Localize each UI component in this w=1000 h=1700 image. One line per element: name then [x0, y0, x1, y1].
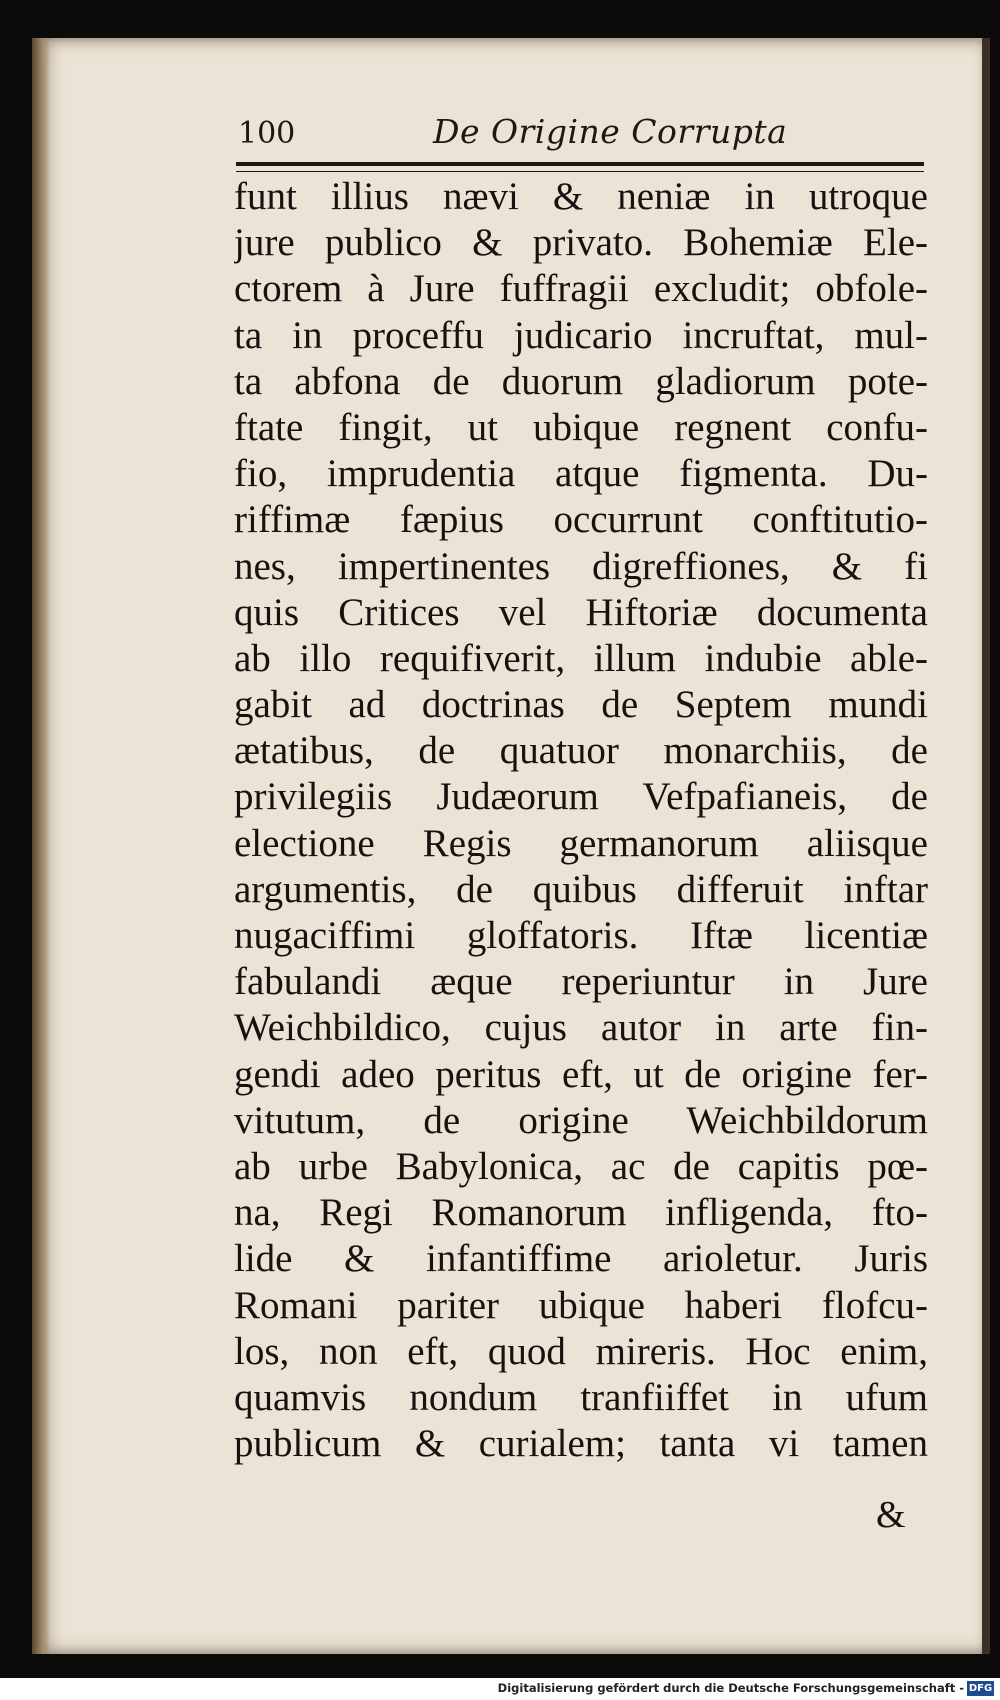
text-line: electione Regis germanorum aliisque [234, 821, 928, 865]
body-text [234, 174, 928, 1467]
text-line: Weichbildico, cujus autor in arte fin- [234, 1006, 928, 1050]
running-title: De Origine Corrupta [433, 112, 788, 151]
text-line: riffimæ fæpius occurrunt conftitutio- [234, 498, 928, 542]
page-header [238, 112, 938, 158]
text-line: ftate fingit, ut ubique regnent confu- [234, 405, 928, 449]
text-line: na, Regi Romanorum infligenda, fto- [234, 1191, 928, 1235]
text-line: quamvis nondum tranfiiffet in ufum [234, 1375, 928, 1419]
text-line: fio, imprudentia atque figmenta. Du- [234, 452, 928, 496]
header-rule [236, 162, 924, 172]
text-line: publicum & curialem; tanta vi tamen [234, 1422, 928, 1466]
text-line: Romani pariter ubique haberi flofcu- [234, 1283, 928, 1327]
page-right-edge [982, 38, 990, 1654]
text-line: ta in proceffu judicario incruftat, mul- [234, 313, 928, 357]
text-line: nes, impertinentes digreffiones, & fi [234, 544, 928, 588]
text-line: funt illius nævi & neniæ in utroque [234, 175, 928, 218]
dfg-logo: DFG [968, 1683, 993, 1694]
book-gutter-shadow [32, 38, 50, 1654]
footer-bar [0, 1678, 1000, 1700]
text-line: jure publico & privato. Bohemiæ Ele- [234, 221, 928, 265]
catchword: & [876, 1494, 906, 1536]
text-line: ctorem à Jure fuffragii excludit; obfole- [234, 267, 928, 311]
text-line: gabit ad doctrinas de Septem mundi [234, 683, 928, 727]
text-line: vitutum, de origine Weichbildorum [234, 1098, 928, 1142]
text-line: los, non eft, quod mireris. Hoc enim, [234, 1329, 928, 1373]
text-line: argumentis, de quibus differuit inftar [234, 867, 928, 911]
text-line: ta abfona de duorum gladiorum pote- [234, 359, 928, 403]
text-line: ab illo requifiverit, illum indubie able- [234, 636, 928, 680]
text-line: ætatibus, de quatuor monarchiis, de [234, 729, 928, 773]
text-line: ab urbe Babylonica, ac de capitis pœ- [234, 1144, 928, 1188]
text-line: gendi adeo peritus eft, ut de origine fer- [234, 1052, 928, 1096]
text-line: quis Critices vel Hiftoriæ documenta [234, 590, 928, 634]
text-line: nugaciffimi gloffatoris. Iftæ licentiæ [234, 914, 928, 957]
text-line: privilegiis Judæorum Vefpafianeis, de [234, 775, 928, 819]
funding-notice: Digitalisierung gefördert durch die Deutsche Forschungsgemeinschaft - [497, 1681, 964, 1695]
text-line: lide & infantiffime arioletur. Juris [234, 1237, 928, 1281]
text-line: fabulandi æque reperiuntur in Jure [234, 960, 928, 1004]
page-number: 100 [238, 116, 296, 151]
